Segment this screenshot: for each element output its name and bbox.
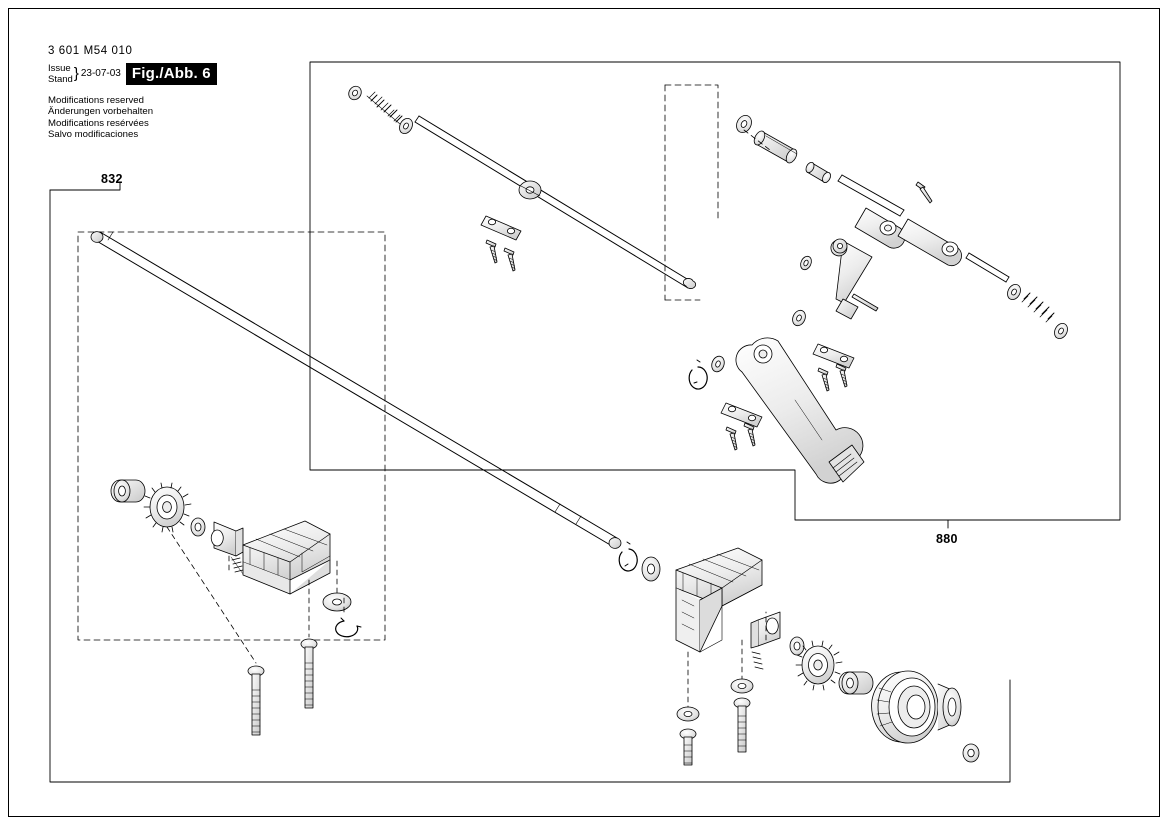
collar-upper-right <box>804 161 832 184</box>
screw-right-bracket-1 <box>818 368 829 391</box>
screw-left-lower-1 <box>726 427 737 450</box>
knuckle-joint-b <box>898 219 962 266</box>
note-line-3: Modifications resérvées <box>48 117 149 129</box>
block-bushing-left <box>211 522 243 556</box>
spring-small-left <box>231 557 243 574</box>
washer-gear-left <box>191 518 205 536</box>
callout-label-880: 880 <box>936 532 958 546</box>
bell-crank-arm <box>831 239 872 319</box>
carriage-body-right <box>676 548 762 652</box>
note-line-2: Änderungen vorbehalten <box>48 106 154 118</box>
issue-label: Issue <box>48 63 71 74</box>
plug-cap-right <box>963 744 979 762</box>
compression-spring-upper-right <box>1022 293 1054 322</box>
group-832-dashed-region <box>78 232 385 640</box>
washer-crank-small <box>799 255 814 272</box>
washer-shaft-mid <box>642 557 660 581</box>
end-cap-right <box>839 672 873 694</box>
stand-label: Stand <box>48 73 73 85</box>
washer-spring-end-right <box>1052 321 1070 341</box>
screw-carriage-left-1 <box>248 666 264 735</box>
note-line-1: Modifications reserved <box>48 95 144 106</box>
pinion-gear-left <box>144 483 191 532</box>
upper-linkage-bar <box>838 175 904 216</box>
washer-right-bottom-b <box>731 679 753 693</box>
screw-carriage-left-2 <box>301 639 317 708</box>
bracket-plate-upper <box>481 216 521 240</box>
figure-badge: Fig./Abb. 6 <box>126 63 217 85</box>
screw-right-bottom-2 <box>734 698 750 752</box>
bracket-plate-right <box>813 344 854 368</box>
washer-right-rod <box>1005 282 1023 302</box>
washer-lever-left <box>710 354 727 373</box>
compression-spring-upper-left <box>346 84 402 124</box>
washer-carriage-left-a <box>323 593 351 611</box>
end-cap-left <box>111 480 145 502</box>
document-number: 3 601 M54 010 <box>48 45 133 57</box>
circlip-lever <box>689 360 707 389</box>
circlip-shaft-mid <box>619 542 637 571</box>
screw-top-right <box>916 182 932 203</box>
issue-date: 23-07-03 <box>80 68 121 79</box>
upper-connecting-rod <box>415 116 696 289</box>
circlip-carriage-left <box>336 618 361 637</box>
bracket-plate-left-lower <box>721 403 762 427</box>
group-880-dashed-region <box>665 85 718 300</box>
screw-right-bracket-2 <box>836 364 847 387</box>
block-bushing-right <box>751 612 780 648</box>
callout-label-832: 832 <box>101 172 123 186</box>
rod-mid-clamp <box>519 181 541 199</box>
washer-upper-left <box>397 116 415 136</box>
washer-gear-right <box>790 637 804 655</box>
note-line-4: Salvo modificaciones <box>48 129 139 141</box>
screw-upper-bracket-2 <box>504 248 515 271</box>
screw-right-bottom-1 <box>680 729 696 765</box>
sleeve-bushing-upper-right <box>734 113 799 165</box>
washer-right-bottom-a <box>677 707 699 721</box>
right-short-rod <box>966 253 1009 282</box>
carriage-body-left <box>243 521 330 594</box>
hub-flange-assembly <box>872 671 961 743</box>
spring-small-right <box>752 652 763 669</box>
screw-upper-bracket-1 <box>486 240 497 263</box>
washer-crank-lower <box>790 308 808 328</box>
screw-left-lower-2 <box>744 423 755 446</box>
brace-glyph: } <box>73 65 79 82</box>
